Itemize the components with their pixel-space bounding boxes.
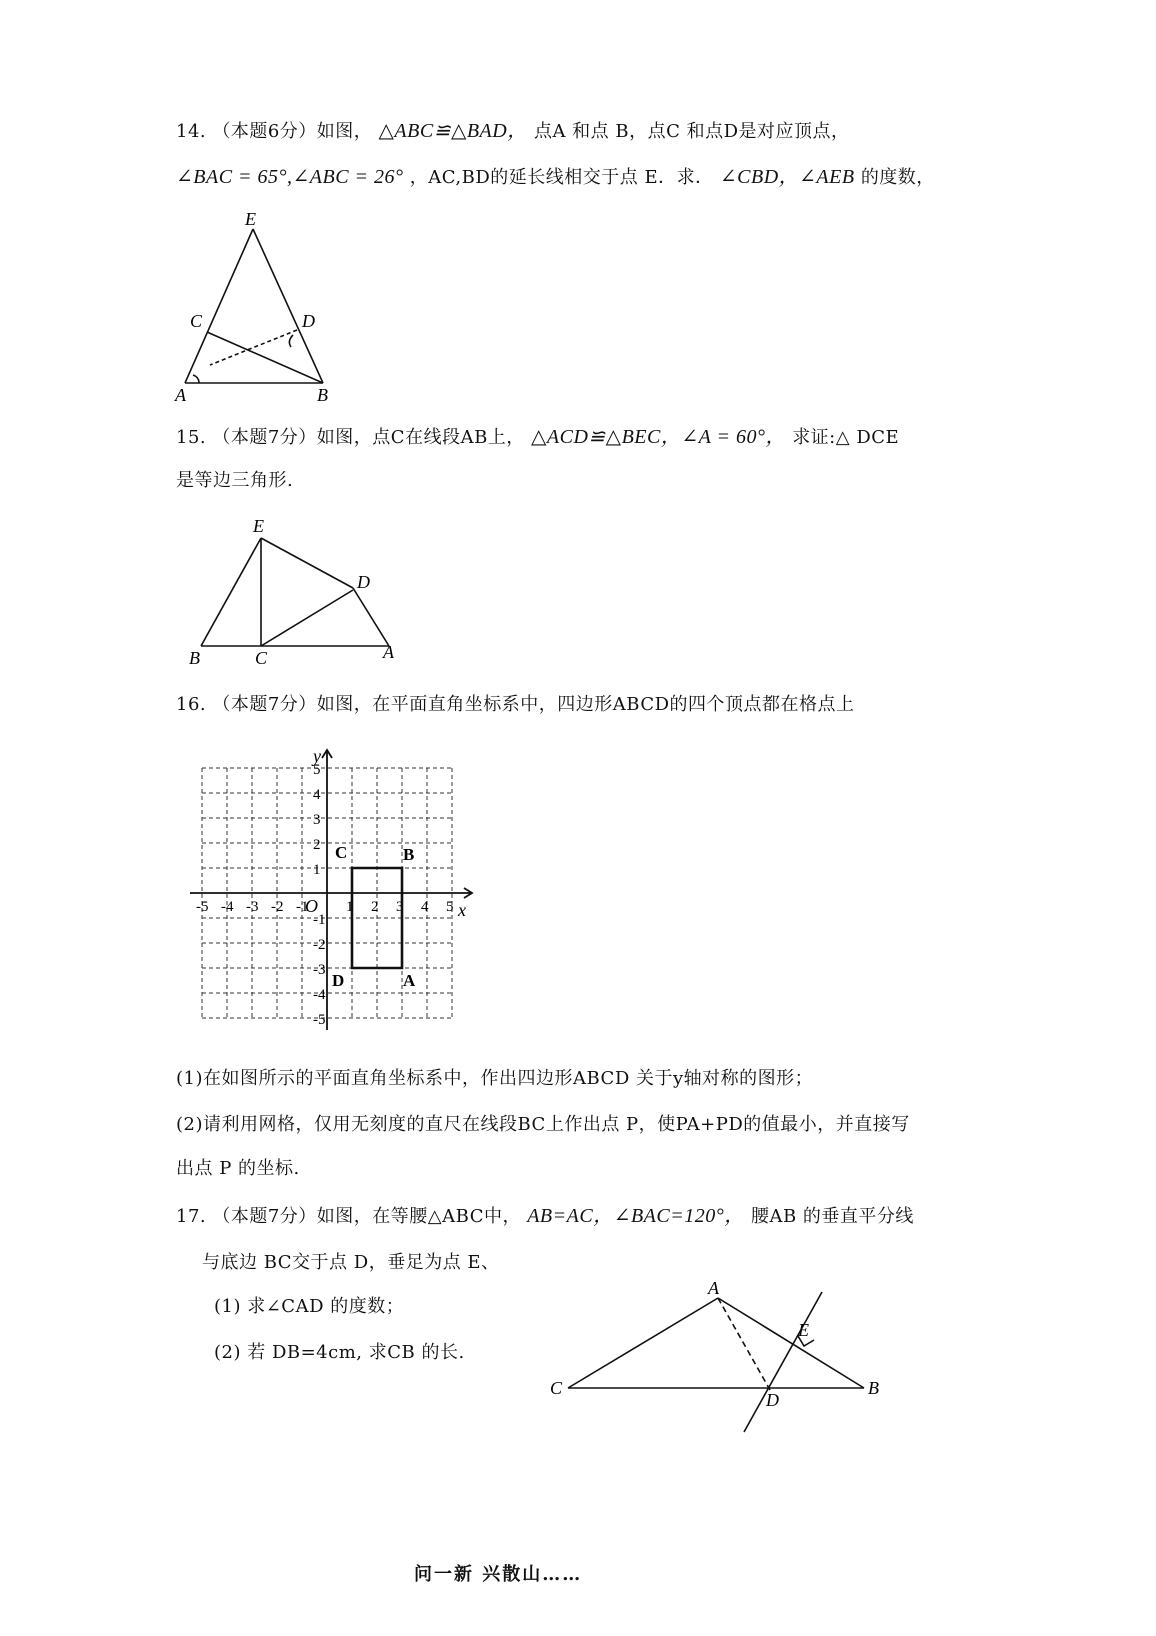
p15-label-c: C xyxy=(255,648,268,668)
p17-condition: AB=AC，∠BAC=120°， xyxy=(527,1205,745,1227)
x-tick-label: -2 xyxy=(271,899,284,915)
x-axis xyxy=(190,888,472,898)
p16-coordinate-grid xyxy=(185,740,485,1040)
p17-label-c: C xyxy=(550,1378,563,1398)
point-label-b: B xyxy=(403,845,415,864)
p15-figure xyxy=(185,510,415,670)
p16-q2b: 出点 P 的坐标. xyxy=(176,1158,300,1179)
p16-q1: (1)在如图所示的平面直角坐标系中，作出四边形ABCD 关于y轴对称的图形； xyxy=(176,1068,814,1089)
y-tick-label: -2 xyxy=(313,937,326,953)
y-tick-label: 2 xyxy=(313,837,321,853)
p14-label-c: C xyxy=(190,311,203,331)
x-tick-label: -5 xyxy=(196,899,209,915)
x-tick-label: 5 xyxy=(446,899,454,915)
p17-text-rest: 腰AB 的垂直平分线 xyxy=(750,1206,914,1227)
page-footer: 问一新 兴散山…… xyxy=(414,1564,583,1585)
p16-line1: 16. （本题7分）如图，在平面直角坐标系中，四边形ABCD的四个顶点都在格点上 xyxy=(176,694,855,715)
p17-figure xyxy=(540,1280,900,1445)
p14-line2 xyxy=(176,164,935,191)
p14-label-b: B xyxy=(317,385,328,405)
x-tick-label: -1 xyxy=(296,899,309,915)
p14-congruence: △ABC≌△BAD， xyxy=(378,120,528,142)
point-label-a: A xyxy=(403,971,416,990)
p14-label-d: D xyxy=(302,311,315,331)
p17-label-b: B xyxy=(868,1378,879,1398)
p14-text-mid: ，AC,BD的延长线相交于点 E．求． xyxy=(409,167,714,188)
p15-line1 xyxy=(176,424,899,451)
p14-text-end: 的度数， xyxy=(860,167,935,188)
y-tick-label: -5 xyxy=(313,1012,326,1028)
p17-label-e: E xyxy=(798,1320,809,1340)
x-tick-label: -3 xyxy=(246,899,259,915)
p17-line2: 与底边 BC交于点 D，垂足为点 E、 xyxy=(202,1252,500,1273)
p15-line2: 是等边三角形. xyxy=(176,470,294,491)
x-tick-label: 2 xyxy=(371,899,379,915)
p14-line1 xyxy=(176,118,850,145)
y-tick-label: -1 xyxy=(313,912,326,928)
p15-text-rest: 求证:△ DCE xyxy=(792,427,900,448)
p14-label-a: A xyxy=(175,385,186,405)
point-label-c: C xyxy=(335,843,348,862)
y-tick-label: -4 xyxy=(313,987,326,1003)
x-tick-label: 4 xyxy=(421,899,429,915)
p14-figure xyxy=(165,205,365,405)
p17-q2: (2) 若 DB=4cm, 求CB 的长. xyxy=(214,1342,465,1363)
p17-label-a: A xyxy=(708,1280,719,1298)
p17-label-d: D xyxy=(766,1390,779,1410)
y-tick-label: 3 xyxy=(313,812,321,828)
y-tick-label: 5 xyxy=(313,762,321,778)
p15-condition: △ACD≌△BEC，∠A = 60°， xyxy=(531,426,786,448)
y-tick-label: -3 xyxy=(313,962,326,978)
x-tick-label: -4 xyxy=(221,899,234,915)
p15-label-e: E xyxy=(253,516,264,536)
p14-text-rest: 点A 和点 B，点C 和点D是对应顶点， xyxy=(533,121,850,142)
p16-q2a: (2)请利用网格，仅用无刻度的直尺在线段BC上作出点 P，使PA+PD的值最小，并直接写 xyxy=(176,1114,910,1135)
x-tick-label: 3 xyxy=(396,899,404,915)
p15-label-a: A xyxy=(383,642,394,662)
p15-label-b: B xyxy=(189,648,200,668)
p17-line1 xyxy=(176,1203,914,1230)
point-label-d: D xyxy=(332,971,345,990)
p17-q1: (1) 求∠CAD 的度数； xyxy=(214,1296,405,1317)
axes xyxy=(190,750,472,1030)
y-tick-label: 1 xyxy=(313,862,321,878)
y-axis-label: y xyxy=(313,746,321,766)
p15-label-d: D xyxy=(357,572,370,592)
p17-text: 17. （本题7分）如图，在等腰△ABC中， xyxy=(176,1206,521,1227)
p14-asked-angles: ∠CBD，∠AEB xyxy=(719,166,855,188)
y-tick-label: 4 xyxy=(313,787,321,803)
p14-angles: ∠BAC = 65°,∠ABC = 26° xyxy=(176,166,404,188)
x-tick-label: 1 xyxy=(346,899,354,915)
p15-text: 15. （本题7分）如图，点C在线段AB上， xyxy=(176,427,525,448)
origin-label: O xyxy=(305,896,318,916)
p14-label-e: E xyxy=(245,209,256,229)
p14-text: 14. （本题6分）如图， xyxy=(176,121,373,142)
x-axis-label: x xyxy=(458,900,466,920)
